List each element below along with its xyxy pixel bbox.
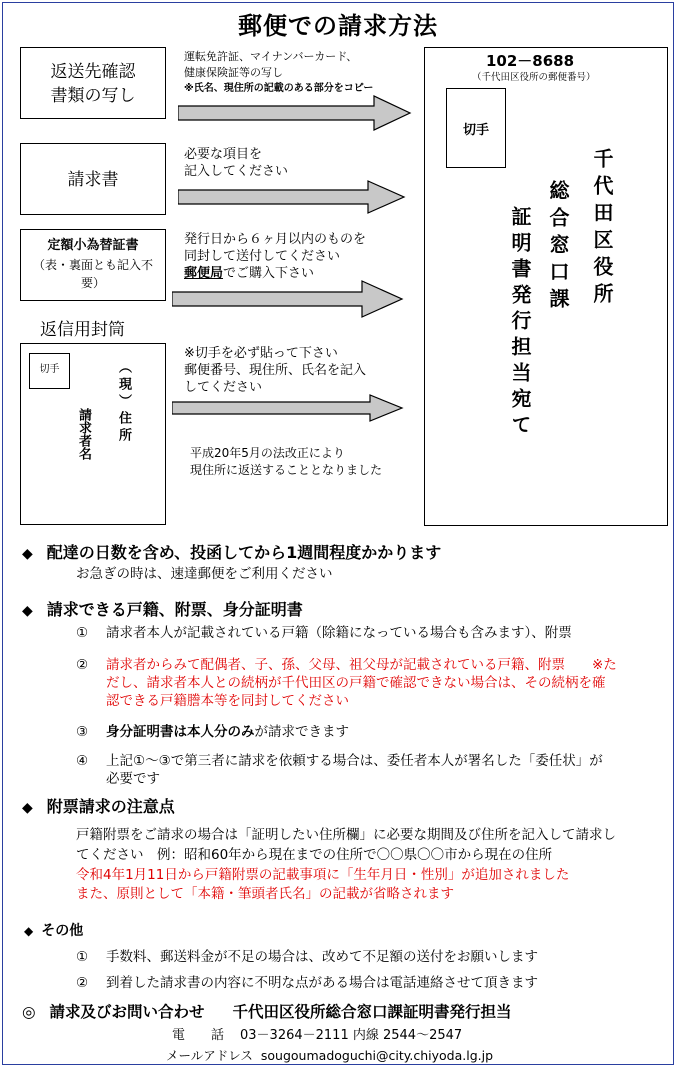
money-order-label-1: 定額小為替証書 <box>47 238 139 253</box>
delivery-text: お急ぎの時は、速達郵便をご利用ください <box>76 566 333 582</box>
destination-stamp-box <box>446 88 506 168</box>
return-note-2: 郵便番号、現住所、氏名を記入 <box>184 363 367 378</box>
destination-stamp-label: 切手 <box>462 123 489 138</box>
money-order-note-1: 発行日から６ヶ月以内のものを <box>184 232 367 247</box>
return-stamp-box <box>29 353 70 389</box>
right-arrow-icon <box>172 394 404 422</box>
recipient-department: 総合窓口課 <box>546 180 570 315</box>
right-arrow-icon <box>178 95 412 131</box>
post-office-text: 郵便局 <box>184 266 224 281</box>
attachment-line-4: また、原則として「本籍・筆頭者氏名」の記載が省略されます <box>76 886 454 902</box>
attachment-line-1: 戸籍附票をご請求の場合は「証明したい住所欄」に必要な期間及び住所を記入して請求し <box>76 827 616 843</box>
money-order-note-2: 同封して送付してください <box>184 249 341 264</box>
money-order-box <box>20 229 166 301</box>
return-stamp-label: 切手 <box>39 364 60 375</box>
requestable-item-3: ③ 身分証明書は本人分のみが請求できます <box>76 724 349 740</box>
diamond-icon: ◆ <box>24 924 34 938</box>
recipient-section: 証明書発行担当宛て <box>508 206 532 440</box>
page-title: 郵便での請求方法 <box>238 12 438 40</box>
attachment-line-2: てください 例：昭和60年から現在までの住所で〇〇県〇〇市から現在の住所 <box>76 847 553 863</box>
postal-code: 102－8688 <box>486 52 575 70</box>
requestable-item-2-line-3: 認できる戸籍謄本等を同封してください <box>106 693 349 709</box>
money-order-note-3-rest: でご購入下さい <box>223 266 315 281</box>
id-copy-note-1: 運転免許証、マイナンバーカード、 <box>184 50 358 63</box>
diamond-icon: ◆ <box>22 546 33 562</box>
other-item-1: ① 手数料、郵送料金が不足の場合は、改めて不足額の送付をお願いします <box>76 949 538 965</box>
right-arrow-icon <box>172 280 404 318</box>
return-address-label: （現）住所 <box>116 360 131 445</box>
bullseye-icon: ◎ <box>22 1003 36 1021</box>
postal-code-note: （千代田区役所の郵便番号） <box>472 72 596 83</box>
contact-heading: ◎ 請求及びお問い合わせ 千代田区役所総合窓口課証明書発行担当 <box>22 1003 512 1021</box>
return-envelope-heading: 返信用封筒 <box>40 320 125 340</box>
requestable-item-1: ① 請求者本人が記載されている戸籍（除籍になっている場合も含みます）、附票 <box>76 625 572 641</box>
return-note-3: してください <box>184 380 263 395</box>
id-copy-label-2: 書類の写し <box>50 86 136 106</box>
requestable-item-4-line-2: 必要です <box>106 771 160 787</box>
requestable-item-2: ② 請求者からみて配偶者、子、孫、父母、祖父母が記載されている戸籍、附票 ※た <box>76 657 617 673</box>
id-copy-note-2: 健康保険証等の写し <box>184 66 283 79</box>
id-copy-note-3: ※氏名、現住所の記載のある部分をコピー <box>184 83 374 94</box>
return-note-1: ※切手を必ず貼って下さい <box>184 346 338 361</box>
contact-phone: 電 話 03－3264－2111 内線 2544～2547 <box>172 1028 463 1043</box>
return-name-label: 請求者名 <box>76 408 91 460</box>
attachment-line-3: 令和4年1月11日から戸籍附票の記載事項に「生年月日・性別」が追加されました <box>76 867 570 883</box>
law-note-1: 平成20年5月の法改正により <box>190 446 345 460</box>
delivery-heading: ◆ 配達の日数を含め、投函してから1週間程度かかります <box>22 543 442 562</box>
requestable-item-4: ④ 上記①～③で第三者に請求を依頼する場合は、委任者本人が署名した「委任状」が <box>76 753 603 769</box>
requestable-heading: ◆ 請求できる戸籍、附票、身分証明書 <box>22 600 303 619</box>
attachment-heading: ◆ 附票請求の注意点 <box>22 797 175 816</box>
contact-email[interactable]: メールアドレス sougoumadoguchi@city.chiyoda.lg.jp <box>166 1048 494 1063</box>
id-copy-box <box>20 47 166 119</box>
money-order-label-3: 要） <box>80 276 105 290</box>
request-note-1: 必要な項目を <box>184 147 263 162</box>
recipient-office: 千代田区役所 <box>590 148 614 310</box>
other-item-2: ② 到着した請求書の内容に不明な点がある場合は電話連絡させて頂きます <box>76 975 538 991</box>
diamond-icon: ◆ <box>22 800 33 816</box>
requestable-item-2-line-2: だし、請求者本人との続柄が千代田区の戸籍で確認できない場合は、その続柄を確 <box>106 675 606 691</box>
request-form-box <box>20 143 166 215</box>
diamond-icon: ◆ <box>22 603 33 619</box>
right-arrow-icon <box>178 180 406 214</box>
id-copy-label-1: 返送先確認 <box>50 62 136 82</box>
request-form-label: 請求書 <box>67 170 119 190</box>
money-order-label-2: （表・裏面とも記入不 <box>32 258 153 272</box>
other-heading: ◆ その他 <box>24 923 84 939</box>
request-note-2: 記入してください <box>184 164 289 179</box>
law-note-2: 現住所に返送することとなりました <box>190 463 383 477</box>
